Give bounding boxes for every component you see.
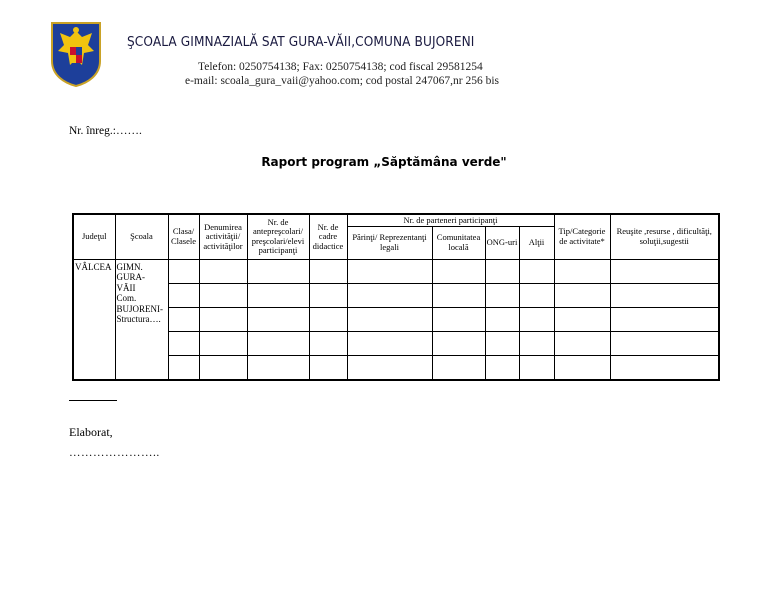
- table-cell[interactable]: [168, 259, 199, 283]
- table-cell[interactable]: [432, 307, 485, 331]
- cell-scoala: GIMN. GURA- VĂII Com. BUJORENI- Structura….: [115, 259, 168, 380]
- header-tip: Tip/Categorie de activitate*: [554, 214, 610, 259]
- header-ong: ONG-uri: [485, 226, 519, 259]
- report-title: Raport program „Săptămâna verde": [261, 155, 507, 169]
- table-cell[interactable]: [168, 355, 199, 380]
- table-cell[interactable]: [610, 283, 719, 307]
- table-cell[interactable]: [309, 355, 347, 380]
- table-cell[interactable]: [554, 331, 610, 355]
- table-cell[interactable]: [247, 307, 309, 331]
- header-judet: Judeţul: [73, 214, 115, 259]
- table-cell[interactable]: [485, 355, 519, 380]
- table-cell[interactable]: [519, 355, 554, 380]
- table-cell[interactable]: [309, 259, 347, 283]
- school-name: ŞCOALA GIMNAZIALĂ SAT GURA-VĂII,COMUNA BUJORENI: [127, 34, 475, 50]
- coat-of-arms-icon: [50, 21, 102, 87]
- header-nr-elevi: Nr. de antepreşcolari/ preşcolari/elevi participanţi: [247, 214, 309, 259]
- table-cell[interactable]: [554, 283, 610, 307]
- table-cell[interactable]: [519, 283, 554, 307]
- header-nr-cadre: Nr. de cadre didactice: [309, 214, 347, 259]
- table-cell[interactable]: [432, 331, 485, 355]
- table-cell[interactable]: [247, 259, 309, 283]
- contact-phone-line: Telefon: 0250754138; Fax: 0250754138; cod fiscal 29581254: [198, 61, 483, 73]
- table-cell[interactable]: [554, 259, 610, 283]
- table-cell[interactable]: [247, 331, 309, 355]
- footnote-separator: [69, 400, 117, 401]
- table-cell[interactable]: [168, 283, 199, 307]
- table-cell[interactable]: [247, 355, 309, 380]
- table-cell[interactable]: [432, 283, 485, 307]
- table-cell[interactable]: [610, 331, 719, 355]
- table-cell[interactable]: [168, 331, 199, 355]
- table-cell[interactable]: [199, 355, 247, 380]
- table-cell[interactable]: [347, 283, 432, 307]
- header-comunitatea: Comunitatea locală: [432, 226, 485, 259]
- table-cell[interactable]: [309, 283, 347, 307]
- table-cell[interactable]: [347, 307, 432, 331]
- table-row: [73, 355, 719, 380]
- header-parinti: Părinţi/ Reprezentanţi legali: [347, 226, 432, 259]
- table-cell[interactable]: [485, 259, 519, 283]
- table-cell[interactable]: [519, 259, 554, 283]
- table-cell[interactable]: [309, 307, 347, 331]
- table-row: [73, 331, 719, 355]
- signature-placeholder: …………………..: [69, 447, 160, 459]
- contact-email-line: e-mail: scoala_gura_vaii@yahoo.com; cod postal 247067,nr 256 bis: [185, 75, 499, 87]
- table-cell[interactable]: [519, 307, 554, 331]
- table-cell[interactable]: [554, 355, 610, 380]
- table-cell[interactable]: [610, 355, 719, 380]
- header-denumirea: Denumirea activităţii/ activităţilor: [199, 214, 247, 259]
- table-cell[interactable]: [485, 331, 519, 355]
- table-cell[interactable]: [199, 259, 247, 283]
- table-cell[interactable]: [347, 331, 432, 355]
- table-cell[interactable]: [168, 307, 199, 331]
- table-cell[interactable]: [519, 331, 554, 355]
- table-cell[interactable]: [347, 355, 432, 380]
- table-cell[interactable]: [309, 331, 347, 355]
- header-scoala: Şcoala: [115, 214, 168, 259]
- cell-judet: VÂLCEA: [73, 259, 115, 380]
- report-table-container: [72, 213, 720, 381]
- header-parteneri-group: Nr. de parteneri participanţi: [347, 214, 554, 226]
- table-row: [73, 259, 719, 283]
- table-row: [73, 283, 719, 307]
- table-cell[interactable]: [247, 283, 309, 307]
- header-clasa: Clasa/ Clasele: [168, 214, 199, 259]
- table-cell[interactable]: [432, 259, 485, 283]
- elaborat-label: Elaborat,: [69, 425, 113, 439]
- table-row: [73, 307, 719, 331]
- table-cell[interactable]: [554, 307, 610, 331]
- header-altii: Alţii: [519, 226, 554, 259]
- table-cell[interactable]: [485, 283, 519, 307]
- report-table: [72, 213, 720, 381]
- table-cell[interactable]: [485, 307, 519, 331]
- header-reusite: Reuşite ,resurse , dificultăţi, soluţii,sugestii: [610, 214, 719, 259]
- table-cell[interactable]: [347, 259, 432, 283]
- table-cell[interactable]: [432, 355, 485, 380]
- table-cell[interactable]: [199, 283, 247, 307]
- table-cell[interactable]: [610, 307, 719, 331]
- table-cell[interactable]: [199, 307, 247, 331]
- registration-number: Nr. înreg.:…….: [69, 125, 142, 137]
- table-cell[interactable]: [199, 331, 247, 355]
- table-cell[interactable]: [610, 259, 719, 283]
